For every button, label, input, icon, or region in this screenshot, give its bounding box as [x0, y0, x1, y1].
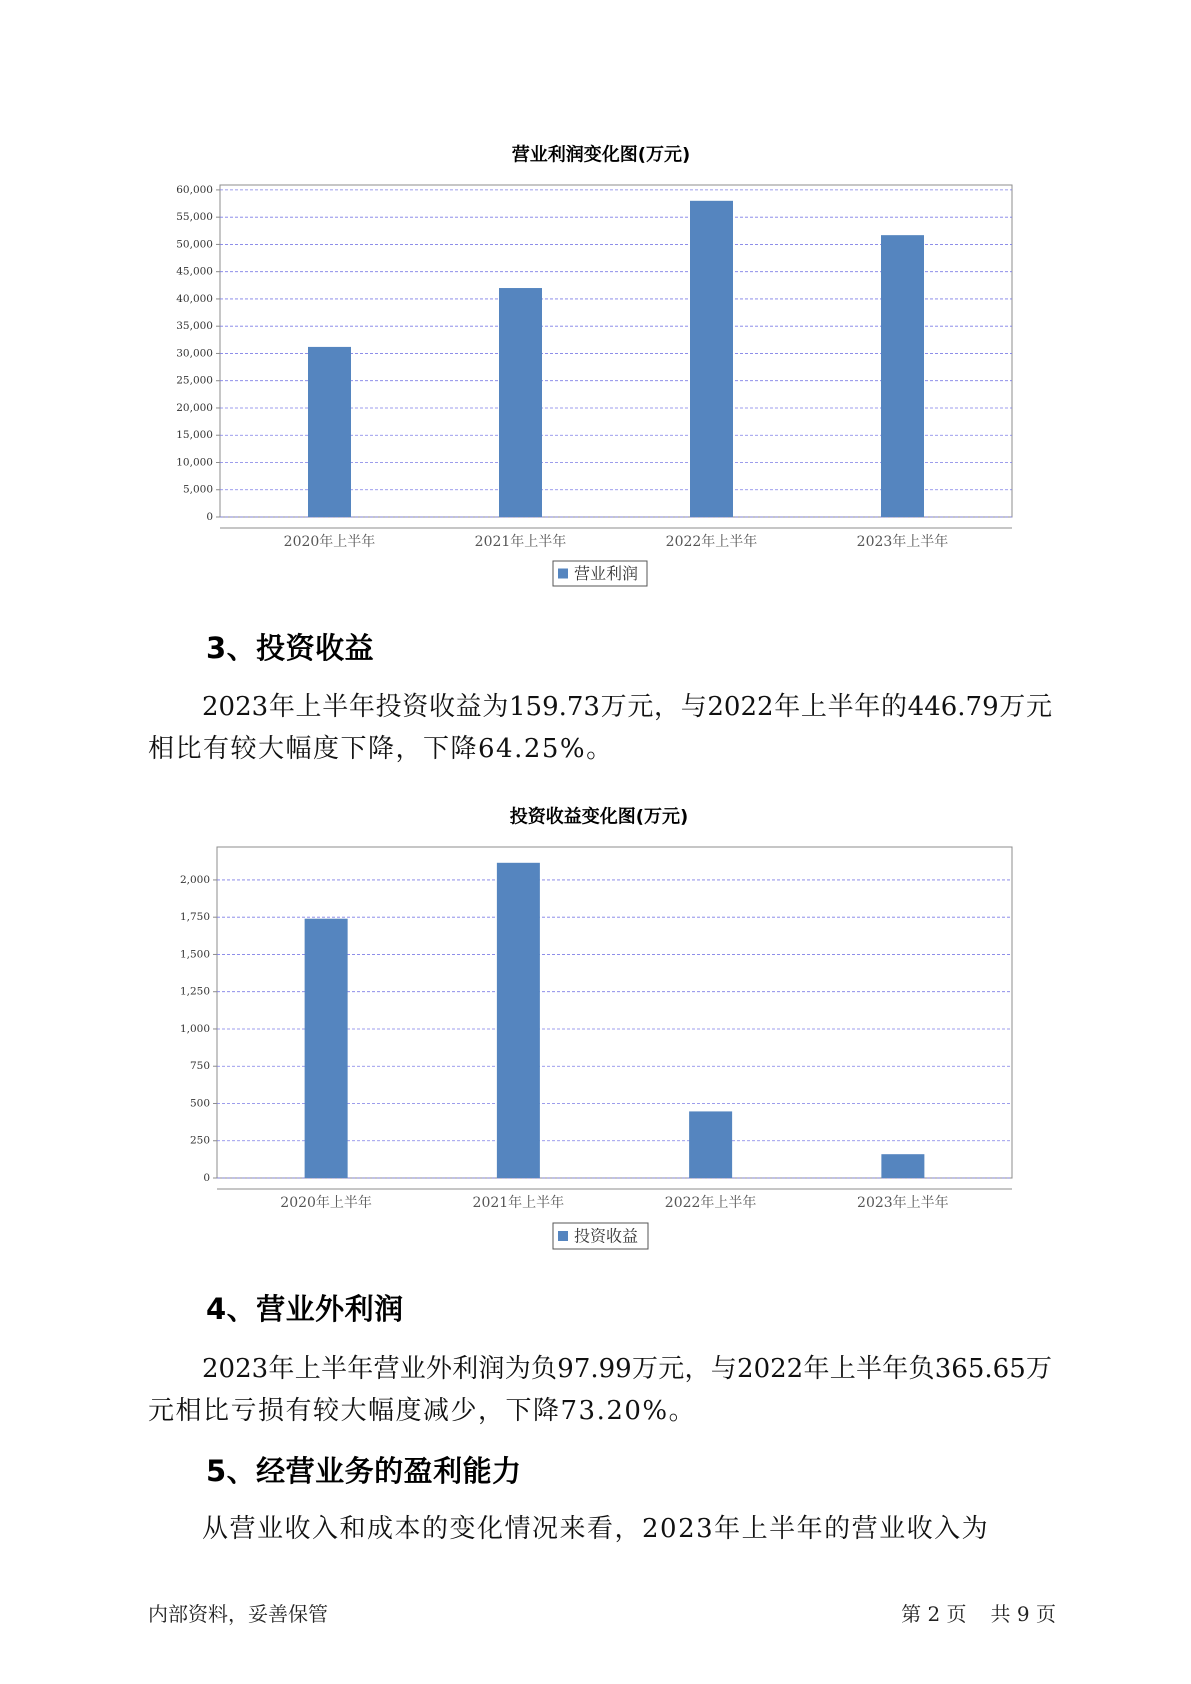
y-tick-label: 1,500 [179, 948, 210, 961]
paragraph-line: 相比有较大幅度下降，下降64.25%。 [148, 734, 614, 764]
y-tick-label: 1,750 [179, 911, 210, 924]
paragraph-line: 2023年上半年营业外利润为负97.99万元，与2022年上半年负365.65万 [202, 1354, 1052, 1384]
paragraph-line: 从营业收入和成本的变化情况来看，2023年上半年的营业收入为 [202, 1514, 990, 1544]
x-tick-label: 2021年上半年 [472, 1195, 565, 1211]
legend-swatch [558, 569, 568, 579]
x-tick-label: 2023年上半年 [857, 1195, 949, 1211]
y-tick-label: 1,250 [179, 985, 210, 998]
y-tick-label: 45,000 [176, 265, 213, 278]
investment-income-chart [0, 790, 1191, 1265]
x-tick-label: 2020年上半年 [280, 1195, 372, 1211]
bar [499, 288, 542, 517]
bar [308, 347, 351, 517]
y-tick-label: 50,000 [176, 238, 213, 251]
x-tick-label: 2020年上半年 [283, 534, 376, 550]
bar [689, 1111, 732, 1178]
bar [305, 919, 348, 1178]
footer-page-current: 第 2 页 [901, 1602, 967, 1626]
bar [497, 863, 540, 1178]
y-tick-label: 25,000 [176, 374, 213, 387]
x-tick-label: 2022年上半年 [664, 1195, 757, 1211]
legend-swatch [558, 1231, 568, 1241]
y-tick-label: 750 [189, 1060, 210, 1073]
legend-label: 投资收益 [574, 1226, 639, 1246]
y-tick-label: 250 [189, 1134, 210, 1147]
y-tick-label: 20,000 [176, 401, 213, 414]
footer-page-total: 共 9 页 [990, 1602, 1056, 1626]
y-tick-label: 15,000 [176, 429, 213, 442]
footer-confidential-note: 内部资料，妥善保管 [148, 1602, 328, 1626]
y-tick-label: 2,000 [179, 873, 210, 886]
y-tick-label: 10,000 [176, 456, 213, 469]
y-tick-label: 35,000 [176, 320, 213, 333]
operating-profit-chart [0, 125, 1191, 600]
paragraph-line: 2023年上半年投资收益为159.73万元，与2022年上半年的446.79万元 [202, 692, 1052, 722]
x-tick-label: 2021年上半年 [474, 534, 567, 550]
y-tick-label: 0 [206, 511, 213, 523]
y-tick-label: 500 [189, 1097, 210, 1110]
y-tick-label: 1,000 [179, 1022, 210, 1035]
section-heading-investment-income: 3、投资收益 [206, 631, 375, 665]
legend-label: 营业利润 [574, 564, 639, 583]
section-heading-non-operating-profit: 4、营业外利润 [206, 1292, 404, 1326]
section-heading-profitability: 5、经营业务的盈利能力 [206, 1454, 522, 1488]
x-tick-label: 2022年上半年 [665, 534, 758, 550]
y-tick-label: 0 [203, 1172, 210, 1184]
chart-title: 营业利润变化图(万元) [511, 144, 691, 166]
paragraph-line: 元相比亏损有较大幅度减少，下降73.20%。 [148, 1396, 697, 1426]
y-tick-label: 60,000 [176, 183, 213, 196]
x-tick-label: 2023年上半年 [856, 534, 949, 550]
chart-title: 投资收益变化图(万元) [509, 806, 689, 828]
y-tick-label: 55,000 [176, 211, 213, 224]
y-tick-label: 30,000 [176, 347, 213, 360]
y-tick-label: 5,000 [182, 483, 213, 496]
bar [690, 201, 733, 517]
y-tick-label: 40,000 [176, 292, 213, 305]
bar [881, 1154, 924, 1178]
footer-page-info [901, 1600, 1056, 1628]
bar [881, 235, 924, 517]
